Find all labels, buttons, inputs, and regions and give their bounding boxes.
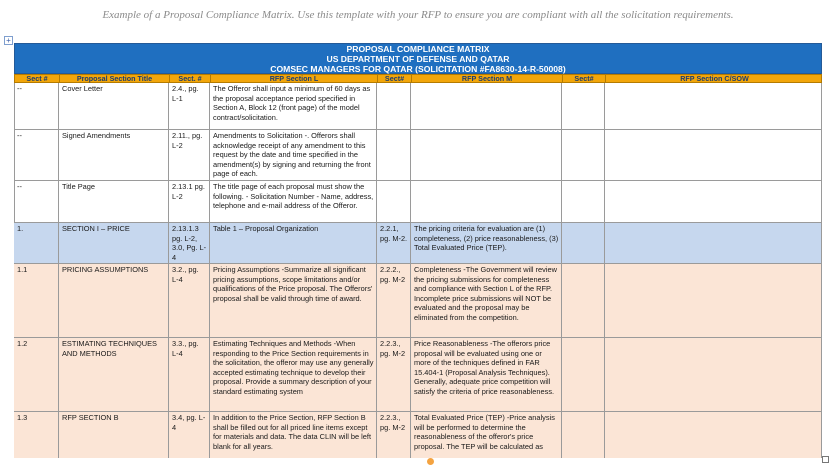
section-l-text-cell: In addition to the Price Section, RFP Section B shall be filled out for all priced line items except for materials and data. The data CLIN will be left blank for all years. — [210, 412, 377, 458]
section-m-text-cell: Total Evaluated Price (TEP) -Price analysis will be performed to determine the reasonableness of the offeror's price proposal. The TEP will be calculated as — [411, 412, 562, 458]
table-row — [14, 264, 822, 338]
table-row — [14, 338, 822, 412]
section-c-ref-cell — [562, 83, 605, 129]
section-m-ref-cell: 2.2.2., pg. M-2 — [377, 264, 411, 337]
section-l-ref-cell: 3.3., pg. L-4 — [169, 338, 210, 411]
section-m-ref-cell: 2.2.3., pg. M-2 — [377, 412, 411, 458]
section-title-cell: Title Page — [59, 181, 169, 222]
column-header: Sect. # — [170, 75, 211, 83]
column-header: Proposal Section Title — [60, 75, 170, 83]
section-c-text-cell — [605, 264, 822, 337]
column-header: Sect# — [378, 75, 412, 83]
section-c-ref-cell — [562, 181, 605, 222]
section-c-ref-cell — [562, 338, 605, 411]
column-header: RFP Section C/SOW — [680, 74, 749, 83]
section-m-text-cell: Price Reasonableness -The offerors price proposal will be evaluated using one or more of the techniques defined in FAR 15.404-1 (Proposal Analysis Techniques). Generally, adequate price competition will satisfy the criteria of price reasonableness. — [411, 338, 562, 411]
section-l-text-cell: Table 1 – Proposal Organization — [210, 223, 377, 263]
section-title-cell: Cover Letter — [59, 83, 169, 129]
section-c-text-cell — [605, 130, 822, 180]
sect-number-cell: 1.3 — [14, 412, 59, 458]
section-c-text-cell — [605, 412, 822, 458]
sect-number-cell: 1.1 — [14, 264, 59, 337]
matrix-subtitle-solicitation: COMSEC MANAGERS FOR QATAR (SOLICITATION #FA8630-14-R-50008) — [270, 64, 566, 74]
section-m-ref-cell — [377, 83, 411, 129]
section-l-ref-cell: 2.13.1 pg. L-2 — [169, 181, 210, 222]
column-header: RFP Section M — [412, 75, 563, 83]
sect-number-cell: -- — [14, 83, 59, 129]
sect-number-cell: 1.2 — [14, 338, 59, 411]
section-l-text-cell: Amendments to Solicitation -. Offerors shall acknowledge receipt of any amendment to this request by the date and time specified in the amendment(s) by signing and returning the front page of each. — [210, 130, 377, 180]
section-l-ref-cell: 2.13.1.3 pg. L-2, 3.0, Pg. L-4 — [169, 223, 210, 263]
matrix-subtitle-department: US DEPARTMENT OF DEFENSE AND QATAR — [326, 54, 510, 64]
section-l-ref-cell: 3.4, pg. L-4 — [169, 412, 210, 458]
section-m-ref-cell: 2.2.1, pg. M-2. — [377, 223, 411, 263]
table-expand-icon[interactable]: + — [4, 36, 13, 45]
section-title-cell: RFP SECTION B — [59, 412, 169, 458]
section-c-ref-cell — [562, 264, 605, 337]
section-l-text-cell: The title page of each proposal must show the following. - Solicitation Number - Name, address, telephone and e-mail address of the Offeror. — [210, 181, 377, 222]
section-m-ref-cell — [377, 130, 411, 180]
section-c-text-cell — [605, 338, 822, 411]
sect-number-cell: 1. — [14, 223, 59, 263]
section-m-text-cell — [411, 130, 562, 180]
section-c-text-cell — [605, 181, 822, 222]
sect-number-cell: -- — [14, 130, 59, 180]
table-row — [14, 130, 822, 181]
section-m-text-cell — [411, 181, 562, 222]
section-c-ref-cell — [562, 223, 605, 263]
section-m-text-cell — [411, 83, 562, 129]
section-l-text-cell: Estimating Techniques and Methods -When responding to the Price Section requirements in the solicitation, the offeror may use any generally accepted estimating technique to develop their proposal. Provide a summary description of your standard estimating system — [210, 338, 377, 411]
table-row — [14, 83, 822, 130]
sect-number-cell: -- — [14, 181, 59, 222]
section-title-cell: PRICING ASSUMPTIONS — [59, 264, 169, 337]
scroll-marker-icon[interactable] — [427, 458, 434, 465]
page-caption: Example of a Proposal Compliance Matrix. Use this template with your RFP to ensure you are compliant with all the solicitation requirements. — [102, 9, 734, 21]
section-title-cell: Signed Amendments — [59, 130, 169, 180]
section-m-ref-cell: 2.2.3., pg. M-2 — [377, 338, 411, 411]
matrix-header — [14, 43, 822, 74]
section-l-ref-cell: 2.11., pg. L-2 — [169, 130, 210, 180]
column-header-row — [14, 74, 822, 83]
section-c-ref-cell — [562, 412, 605, 458]
table-row — [14, 181, 822, 223]
column-header: Sect# — [563, 75, 606, 83]
section-l-ref-cell: 2.4., pg. L-1 — [169, 83, 210, 129]
section-c-text-cell — [605, 83, 822, 129]
section-l-text-cell: The Offeror shall input a minimum of 60 days as the proposal acceptance period specified in Section A, Block 12 (front page) of the model contract/solicitation. — [210, 83, 377, 129]
column-header: Sect # — [15, 75, 60, 83]
table-row — [14, 412, 822, 458]
column-header: RFP Section L — [211, 75, 378, 83]
section-c-text-cell — [605, 223, 822, 263]
resize-handle-icon[interactable] — [822, 456, 829, 463]
section-l-ref-cell: 3.2., pg. L-4 — [169, 264, 210, 337]
section-title-cell: SECTION I – PRICE — [59, 223, 169, 263]
section-m-text-cell: Completeness -The Government will review the pricing submissions for completeness and compliance with Section L of the RFP. Incomplete price submissions will NOT be evaluated and the proposal may be eliminated from the competition. — [411, 264, 562, 337]
section-title-cell: ESTIMATING TECHNIQUES AND METHODS — [59, 338, 169, 411]
section-m-ref-cell — [377, 181, 411, 222]
table-row — [14, 223, 822, 264]
section-l-text-cell: Pricing Assumptions -Summarize all significant pricing assumptions, scope limitations and/or qualifications of the Price proposal. The Offerors' proposal shall be valid through time of award. — [210, 264, 377, 337]
section-m-text-cell: The pricing criteria for evaluation are (1) completeness, (2) price reasonableness, (3) Total Evaluated Price (TEP). — [411, 223, 562, 263]
matrix-title: PROPOSAL COMPLIANCE MATRIX — [346, 44, 490, 54]
section-c-ref-cell — [562, 130, 605, 180]
